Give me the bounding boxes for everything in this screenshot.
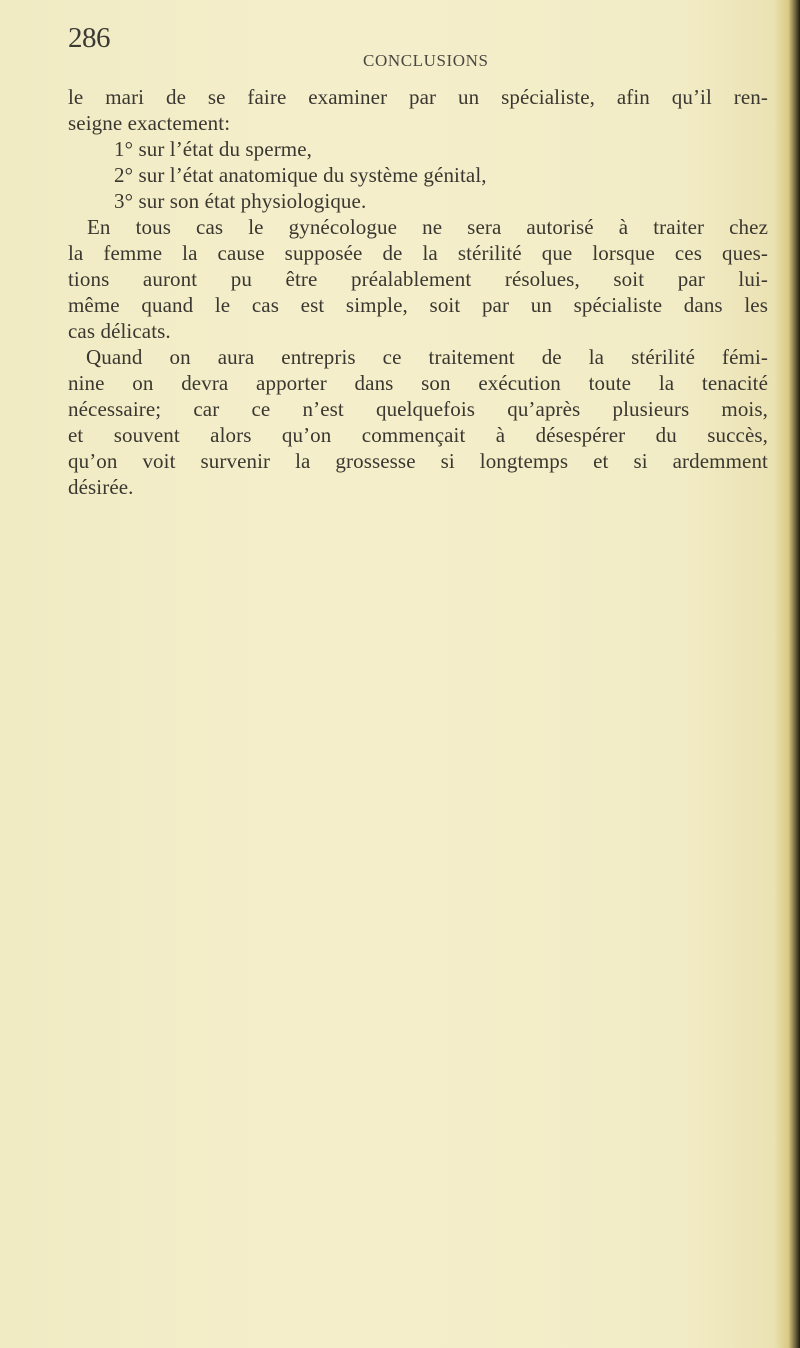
page-number: 286 — [68, 22, 110, 54]
page-edge-shadow — [774, 0, 800, 1348]
text-line: désirée. — [68, 475, 134, 499]
text-line: cas délicats. — [68, 319, 171, 343]
text-line: la femme la cause supposée de la stérilité que lorsque ces ques- — [68, 241, 768, 265]
text-line: le mari de se faire examiner par un spécialiste, afin qu’il ren- — [68, 85, 768, 109]
body-text — [68, 84, 768, 500]
running-head: CONCLUSIONS — [363, 51, 489, 70]
paragraph-start: En tous cas le gynécologue ne sera autorisé à traiter chez — [87, 215, 768, 239]
text-line: même quand le cas est simple, soit par un spécialiste dans les — [68, 293, 768, 317]
text-line: nécessaire; car ce n’est quelquefois qu’après plusieurs mois, — [68, 397, 768, 421]
paragraph-start: Quand on aura entrepris ce traitement de la stérilité fémi- — [86, 345, 768, 369]
list-item-2: 2° sur l’état anatomique du système génital, — [114, 163, 487, 187]
text-line: nine on devra apporter dans son exécution toute la tenacité — [68, 371, 768, 395]
text-line: tions auront pu être préalablement résolues, soit par lui- — [68, 267, 768, 291]
list-item-3: 3° sur son état physiologique. — [114, 189, 367, 213]
list-item-1: 1° sur l’état du sperme, — [114, 137, 312, 161]
text-line: qu’on voit survenir la grossesse si longtemps et si ardemment — [68, 449, 768, 473]
text-line: seigne exactement: — [68, 111, 231, 135]
text-line: et souvent alors qu’on commençait à désespérer du succès, — [68, 423, 768, 447]
